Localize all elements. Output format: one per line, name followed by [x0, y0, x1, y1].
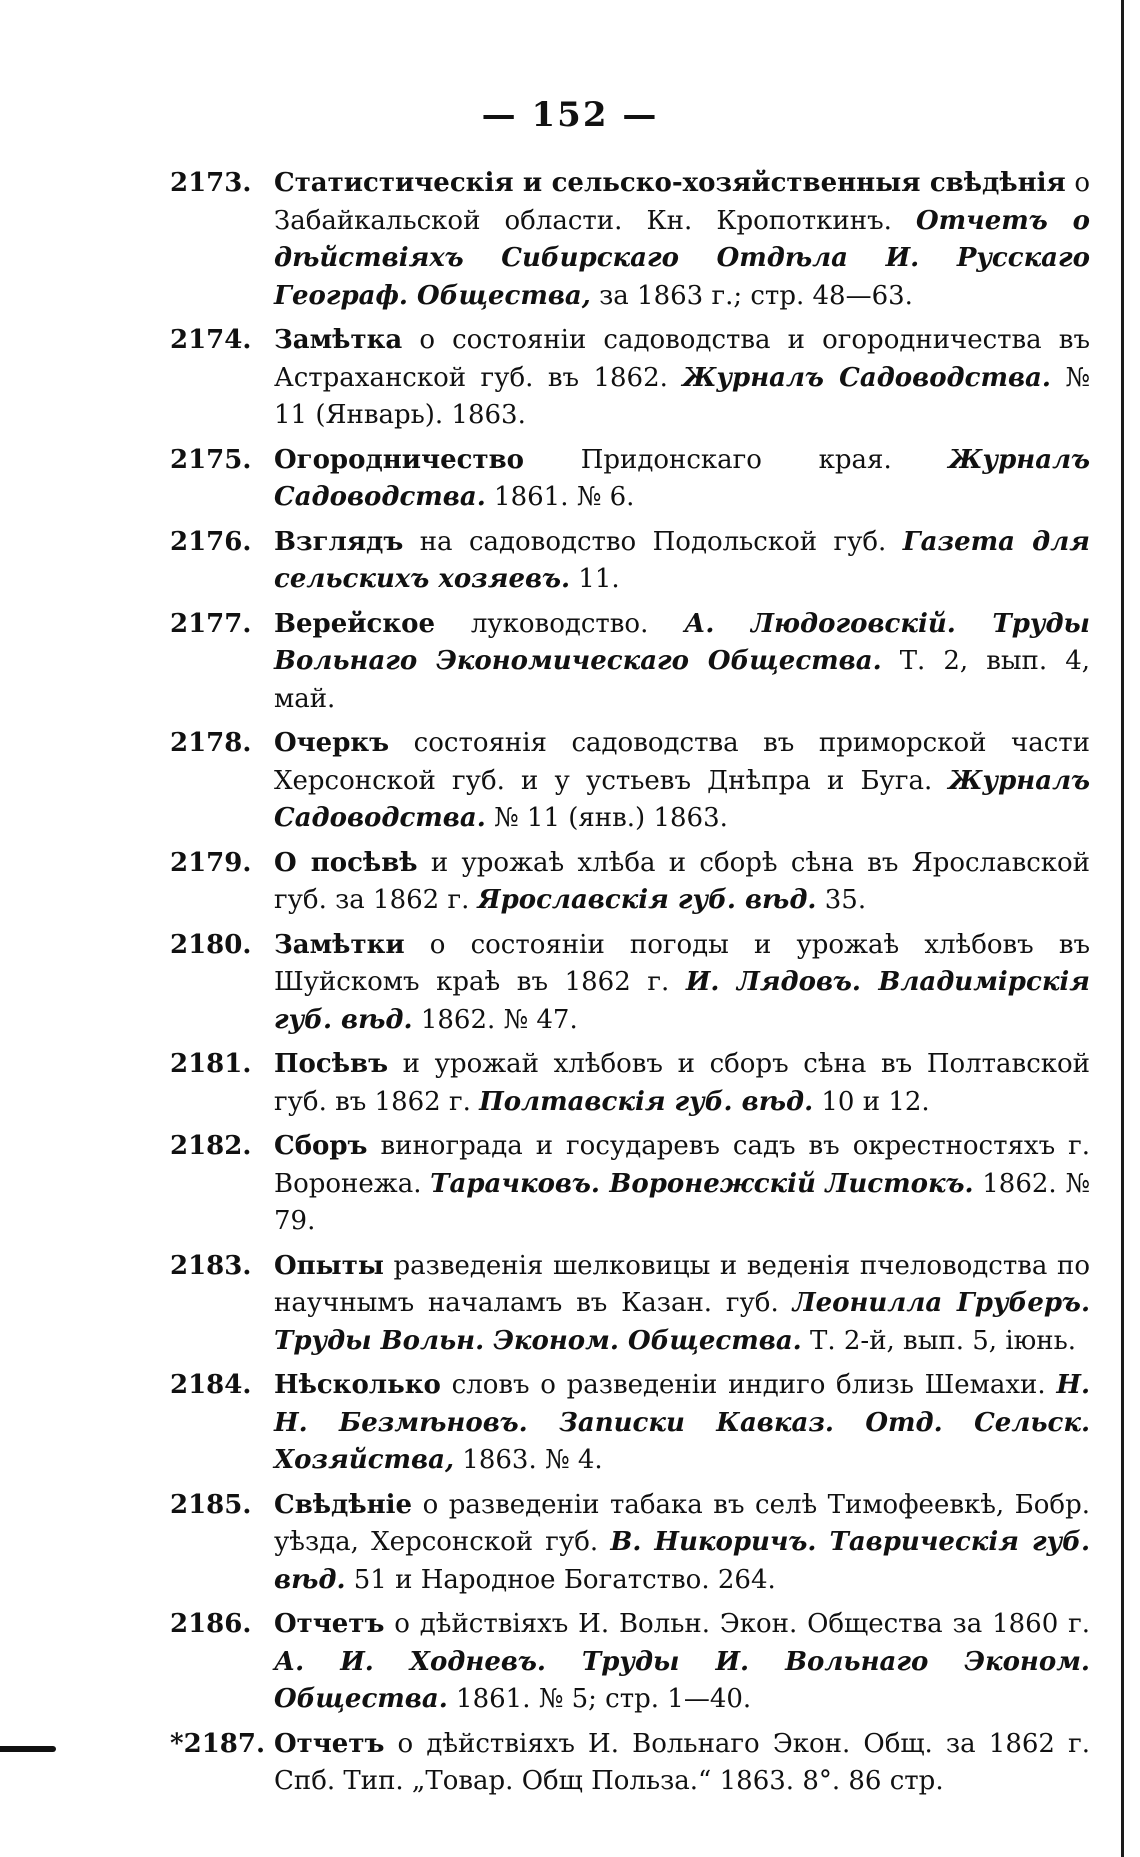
entry-number: 2183.	[170, 1250, 252, 1281]
entry-tail: 1862. № 79.	[274, 1168, 1090, 1236]
list-item	[170, 1367, 1090, 1480]
entry-number: 2176.	[170, 526, 252, 557]
entry-number: 2185.	[170, 1489, 252, 1520]
entry-number: 2179.	[170, 847, 252, 878]
entry-tail: Т. 2, вып. 4, май.	[274, 646, 1091, 714]
list-item	[170, 524, 1090, 599]
list-item	[170, 606, 1090, 719]
entry-source: Отчетъ о дѣйствіяхъ Сибирскаго Отдѣла И. Русскаго Географ. Общества,	[274, 205, 1090, 311]
entry-tail: 1861. № 5; стр. 1—40.	[447, 1684, 752, 1714]
page-number: — 152 —	[481, 95, 659, 135]
entry-text: о разведеніи табака въ селѣ Тимофеевкѣ, Бобр. уѣзда, Херсонской губ.	[274, 1489, 1090, 1557]
list-item	[170, 845, 1090, 920]
entry-tail: 35.	[816, 885, 867, 915]
entry-title: Нѣсколько	[274, 1370, 441, 1400]
entry-text: и урожаѣ хлѣба и сборѣ сѣна въ Ярославской губ. за 1862 г.	[274, 847, 1090, 915]
entry-title: Очеркъ	[274, 728, 390, 758]
entry-source: В. Никоричъ. Таврическія губ. вѣд.	[274, 1527, 1090, 1595]
entry-source: А. И. Ходневъ. Труды И. Вольнаго Эконом. Общества.	[274, 1646, 1090, 1714]
entry-text: о состояніи погоды и урожаѣ хлѣбовъ въ Шуйскомъ краѣ въ 1862 г.	[274, 929, 1090, 997]
entry-text: Придонскаго края.	[524, 444, 949, 475]
list-item	[170, 165, 1090, 315]
entry-title: Замѣтка	[274, 325, 403, 355]
entry-source: Н. Н. Безмѣновъ. Записки Кавказ. Отд. Сельск. Хозяйства,	[274, 1370, 1090, 1475]
list-item	[170, 1606, 1090, 1719]
entry-number: 2175.	[170, 444, 252, 475]
entry-number: 2184.	[170, 1370, 252, 1400]
entry-title: Свѣдѣніе	[274, 1489, 413, 1520]
entry-title: Посѣвъ	[274, 1049, 389, 1079]
entry-source: Газета для сельскихъ хозяевъ.	[274, 526, 1090, 594]
entry-title: Огородничество	[274, 444, 525, 475]
entry-tail: № 11 (Январь). 1863.	[274, 362, 1090, 430]
entry-text: и урожай хлѣбовъ и сборъ сѣна въ Полтавской губ. въ 1862 г.	[274, 1049, 1090, 1117]
entry-tail: 1863. № 4.	[454, 1445, 603, 1475]
entry-tail: 11.	[570, 564, 620, 594]
entry-title: О посѣвѣ	[274, 847, 418, 878]
entry-source: Леонилла Груберъ. Труды Вольн. Эконом. Общества.	[274, 1288, 1090, 1356]
entry-source: А. Людоговскій. Труды Вольнаго Экономическаго Общества.	[274, 608, 1090, 676]
list-item	[170, 1487, 1090, 1600]
entry-source: Журналъ Садоводства.	[274, 444, 1090, 512]
entry-title: Верейское	[274, 608, 436, 639]
entry-text: луководство.	[435, 608, 685, 639]
entry-source: Тарачковъ. Воронежскій Листокъ.	[430, 1168, 974, 1199]
list-item	[170, 1128, 1090, 1241]
list-item	[170, 1726, 1090, 1801]
entry-text: о состояніи садоводства и огородничества въ Астраханской губ. въ 1862.	[274, 325, 1090, 393]
entry-title: Опыты	[274, 1250, 384, 1281]
list-item	[170, 725, 1090, 838]
entry-source: И. Лядовъ. Владимірскія губ. вѣд.	[274, 967, 1090, 1035]
entry-source: Журналъ Садоводства.	[274, 765, 1090, 833]
entry-title: Отчетъ	[274, 1728, 385, 1759]
entry-source: Журналъ Садоводства.	[682, 362, 1051, 393]
entry-number: 2182.	[170, 1131, 252, 1161]
entry-source: Ярославскія губ. вѣд.	[477, 885, 817, 915]
list-item	[170, 1248, 1090, 1361]
entry-number: *2187.	[170, 1728, 266, 1759]
list-item	[170, 1046, 1090, 1121]
entry-text: винограда и государевъ садъ въ окрестностяхъ г. Воронежа.	[274, 1131, 1090, 1199]
entry-text: о дѣйствіяхъ И. Вольн. Экон. Общества за 1860 г.	[384, 1609, 1090, 1639]
entry-number: 2180.	[170, 929, 252, 960]
entry-number: 2186.	[170, 1609, 252, 1639]
page-edge-rule	[1121, 0, 1124, 1857]
entry-title: Сборъ	[274, 1131, 368, 1161]
list-item	[170, 322, 1090, 435]
entry-tail: 1862. № 47.	[412, 1004, 578, 1035]
entry-tail: за 1863 г.; стр. 48—63.	[590, 280, 913, 311]
entry-text: о Забайкальской области. Кн. Кропоткинъ.	[274, 168, 1091, 236]
entry-title: Статистическія и сельско-хозяйственныя свѣдѣнія	[274, 168, 1066, 198]
margin-mark	[0, 1746, 56, 1752]
entry-title: Замѣтки	[274, 929, 405, 960]
entry-text: разведенія шелковицы и веденія пчеловодства по научнымъ началамъ въ Казан. губ.	[274, 1250, 1090, 1318]
entry-tail: Т. 2-й, вып. 5, іюнь.	[801, 1325, 1077, 1356]
entry-text: о дѣйствіяхъ И. Вольнаго Экон. Общ. за 1862 г. Спб. Тип. „Товар. Общ Польза.“ 1863. 8°. 86 стр.	[274, 1728, 1090, 1796]
bibliography-list	[170, 165, 1090, 1808]
entry-text: словъ о разведеніи индиго близь Шемахи.	[440, 1370, 1057, 1400]
entry-tail: № 11 (янв.) 1863.	[485, 803, 728, 833]
entry-number: 2174.	[170, 325, 252, 355]
entry-text: на садоводство Подольской губ.	[403, 526, 903, 557]
entry-text: состоянія садоводства въ приморской части Херсонской губ. и у устьевъ Днѣпра и Буга.	[274, 728, 1090, 796]
entry-number: 2177.	[170, 608, 252, 639]
entry-number: 2178.	[170, 728, 252, 758]
entry-tail: 10 и 12.	[813, 1086, 930, 1117]
entry-number: 2173.	[170, 168, 252, 198]
entry-source: Полтавскія губ. вѣд.	[479, 1086, 814, 1117]
entry-number: 2181.	[170, 1049, 252, 1079]
list-item	[170, 442, 1090, 517]
entry-title: Отчетъ	[274, 1609, 385, 1639]
entry-tail: 1861. № 6.	[485, 482, 635, 512]
entry-tail: 51 и Народное Богатство. 264.	[345, 1564, 776, 1595]
entry-title: Взглядъ	[274, 526, 404, 557]
list-item	[170, 927, 1090, 1040]
